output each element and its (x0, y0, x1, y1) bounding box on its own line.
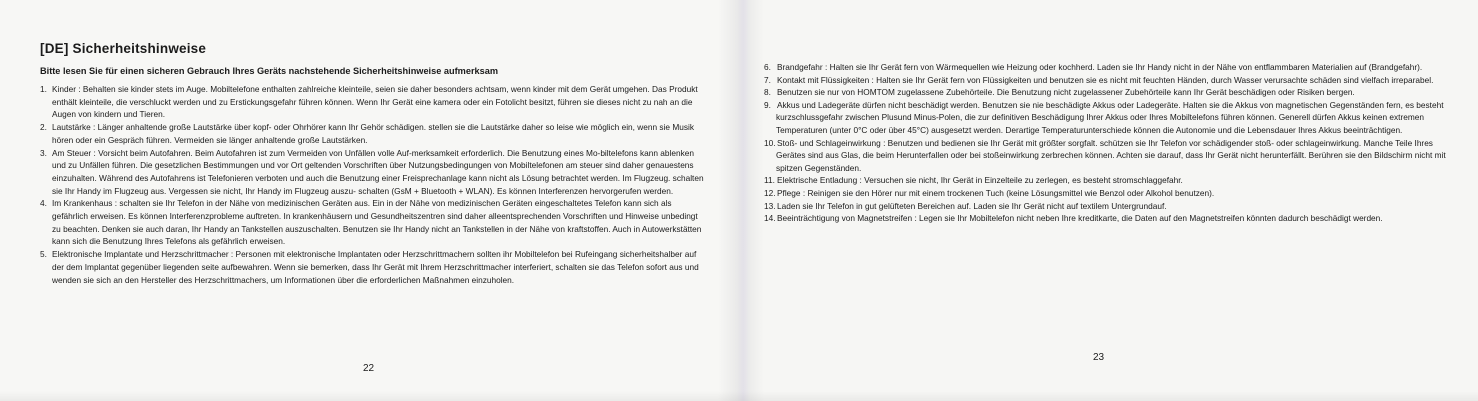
item-number: 8. (764, 87, 771, 98)
list-item (764, 187, 1454, 200)
page-subheading: Bitte lesen Sie für einen sicheren Gebrauch Ihres Geräts nachstehende Sicherheitshinweise aufmerksam (40, 66, 499, 76)
item-number: 1. (40, 84, 47, 94)
right-page (738, 0, 1478, 401)
list-item (764, 137, 1454, 175)
item-number: 5. (40, 249, 47, 260)
list-item (40, 83, 705, 121)
list-item (40, 121, 705, 146)
item-text: Pflege : Reinigen sie den Hörer nur mit einem trockenen Tuch (keine Lösungsmittel wie Benzol oder Alkohol benutzen). (777, 187, 1215, 198)
page-number: 23 (1093, 352, 1105, 363)
item-number: 6. (764, 62, 771, 72)
list-item (764, 174, 1454, 187)
list-item (764, 212, 1454, 225)
safety-list-right (764, 61, 1454, 225)
item-number: 10. (764, 137, 776, 148)
item-text: Brandgefahr : Halten sie Ihr Gerät fern von Wärmequellen wie Heizung oder kochherd. Laden sie Ihr Handy nicht in der Nähe von entflammbaren Materialien auf (Brandgefahr). (777, 62, 1423, 72)
item-text: Beeinträchtigung von Magnetstreifen : Legen sie Ihr Mobiltelefon nicht neben Ihre kreditkarte, die Daten auf den Magnetstreifen könnten dadurch beschädigt werden. (777, 213, 1383, 224)
item-number: 11. (764, 175, 775, 186)
list-item (764, 74, 1454, 87)
list-item (40, 197, 705, 248)
item-number: 3. (40, 147, 47, 158)
left-page (0, 0, 738, 401)
item-text: Lautstärke : Länger anhaltende große Lautstärke über kopf- oder Ohrhörer kann Ihr Gehör schädigen. stellen sie die Lautstärke daher so leise wie möglich ein, wenn sie Musik hören oder ein Gespräch führen. Vermeiden sie länger anhaltende große Lautstärken. (52, 122, 694, 145)
page-edge-shadow (0, 391, 1478, 401)
list-item (764, 61, 1454, 74)
item-text: Im Krankenhaus : schalten sie Ihr Telefon in der Nähe von medizinischen Geräten aus. Ein in der Nähe von medizinischen Geräten eingeschaltetes Telefon kann sich als gefährlich erweisen. Es können Interferenzprobleme auftreten. In krankenhäusern und Gesundheitszentren sind daher alleentsprechenden Vorschriften und Hinweise unbedingt zu beachten. Denken sie auch daran, Ihr Handy an Tankstellen auszuschalten. Benutzen sie Ihr Handy nicht an Tankstellen in der Nähe von kraftstoffen. Auch in Autowerkstätten kann sich die Benutzung Ihres Telefons als gefährlich erweisen. (52, 198, 702, 247)
page-number: 22 (363, 363, 375, 374)
item-text: Elektronische Implantate und Herzschrittmacher : Personen mit elektronische Implantaten oder Herzschrittmachern sollten ihr Mobiltelefon bei Rufeingang sicherheitshalber auf der dem Implantat gegenüber liegenden seite aufbewahren. Wenn sie bemerken, dass Ihr Gerät mit Ihrem Herzschrittmacher interferiert, schalten sie das Telefon sofort aus und wenden sie sich an den Hersteller des Herzschrittmachers, um Informationen über die erforderlichen Maßnahmen einzuholen. (52, 249, 699, 285)
page-heading: [DE] Sicherheitshinweise (40, 41, 207, 56)
list-item (764, 99, 1454, 137)
list-item (764, 86, 1454, 99)
item-text: Kontakt mit Flüssigkeiten : Halten sie Ihr Gerät fern von Flüssigkeiten und benutzen sie es nicht mit feuchten Händen, durch Wasser verursachte schäden sind vielfach irreparabel. (777, 74, 1434, 85)
item-number: 14. (764, 213, 776, 224)
item-number: 13. (764, 200, 776, 211)
item-text: Kinder : Behalten sie kinder stets im Auge. Mobiltelefone enthalten zahlreiche kleinteile, seien sie daher besonders achtsam, wenn kinder mit dem Gerät umgehen. Das Produkt enthält kleinteile, die verschluckt werden und zu Erstickungsgefahr führen können. Wenn Ihr Gerät eine kamera oder ein Fotolicht besitzt, führen sie dieses nicht zu nah an die Augen von kindern und Tieren. (52, 84, 698, 120)
item-number: 12. (764, 187, 776, 198)
item-number: 7. (764, 74, 771, 85)
item-text: Am Steuer : Vorsicht beim Autofahren. Beim Autofahren ist zum Vermeiden von Unfällen volle Auf-merksamkeit erforderlich. Die Benutzung eines Mo-biltelefons kann ablenken und zu Unfällen führen. Die gesetzlichen Bestimmungen und vor Ort geltenden Vorschriften über Nutzungsbedingungen von Mobiltelefonen am steuer sind daher genauestens einzuhalten. Während des Autofahrens ist Telefonieren verboten und auch die Benutzung einer Freisprechanlage kann nicht als Lösung betrachtet werden. Im Flugzeug. schalten sie Ihr Handy im Flugzeug aus. Vergessen sie nicht, Ihr Handy im Flugzeug auszu- schalten (GsM + Bluetooth + WLAN). Es können Interferenzen hervorgerufen werden. (52, 147, 704, 196)
list-item (764, 200, 1454, 213)
item-text: Stoß- und Schlageinwirkung : Benutzen und bedienen sie Ihr Gerät mit größter sorgfalt. schützen sie Ihr Telefon vor schädigender stoß- oder schlageinwirkung. Manche Teile Ihres Gerätes sind aus Glas, die beim Herunterfallen oder bei stoßeinwirkung zerbrechen können. Achten sie darauf, dass Ihr Gerät nicht herunterfällt. Berühren sie den Bildschirm nicht mit spitzen Gegenständen. (776, 137, 1446, 173)
list-item (40, 147, 705, 198)
item-number: 9. (764, 99, 771, 110)
item-text: Elektrische Entladung : Versuchen sie nicht, Ihr Gerät in Einzelteile zu zerlegen, es besteht stromschlaggefahr. (777, 175, 1183, 186)
item-number: 4. (40, 198, 47, 209)
item-text: Akkus und Ladegeräte dürfen nicht beschädigt werden. Benutzen sie nie beschädigte Akkus oder Ladegeräte. Halten sie die Akkus von magnetischen Gegenständen fern, es besteht kurzschlussgefahr zwischen Plusund Minus-Polen, die zur definitiven Beschädigung Ihrer Akkus oder Ihres Mobiltelefons führen können. Generell dürfen Akkus keinen extremen Temperaturen (unter 0°C oder über 45°C) ausgesetzt werden. Derartige Temperaturunterschiede können die Autonomie und die Lebensdauer Ihres Akkus beeinträchtigen. (776, 99, 1444, 135)
item-text: Laden sie Ihr Telefon in gut gelüfteten Bereichen auf. Laden sie Ihr Gerät nicht auf textilem Untergrundauf. (777, 200, 1167, 211)
item-number: 2. (40, 122, 47, 133)
list-item (40, 248, 705, 286)
item-text: Benutzen sie nur von HOMTOM zugelassene Zubehörteile. Die Benutzung nicht zugelassener Zubehörteile kann Ihr Gerät beschädigen oder Risiken bergen. (777, 87, 1355, 98)
safety-list-left (40, 83, 705, 286)
